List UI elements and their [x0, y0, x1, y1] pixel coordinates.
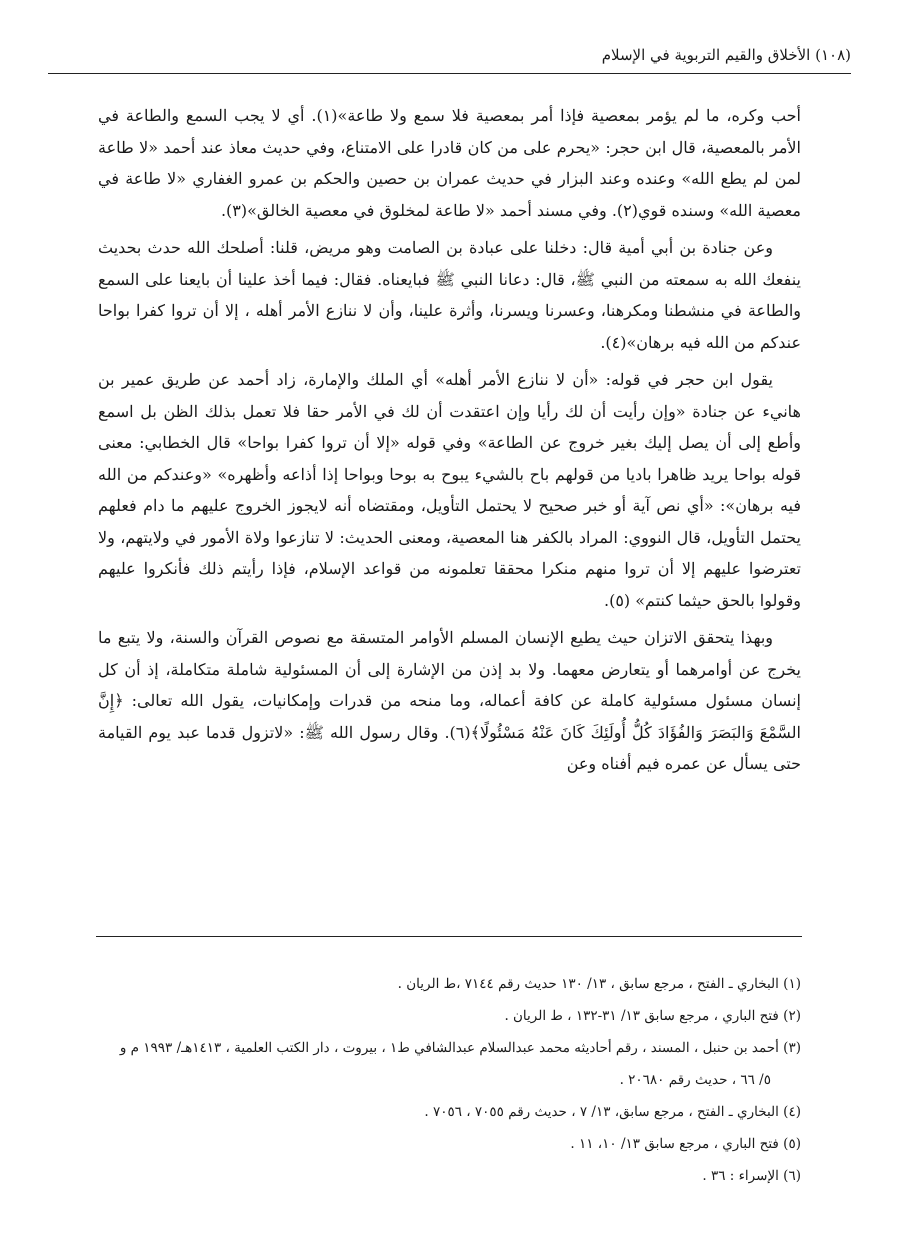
footnote: (٣) أحمد بن حنبل ، المسند ، رقم أحاديثه محمد عبدالسلام عبدالشافي ط١ ، بيروت ، دار الكتب العلمية ، ١٤١٣هـ/ ١٩٩٣ م و	[119, 1040, 801, 1056]
footnote-divider	[96, 936, 802, 937]
footnote: (٤) البخاري ـ الفتح ، مرجع سابق، ١٣/ ٧ ، حديث رقم ٧٠٥٥ ، ٧٠٥٦ .	[424, 1104, 801, 1120]
footnote: (٥) فتح الباري ، مرجع سابق ١٣/ ١٠، ١١ .	[570, 1136, 801, 1152]
paragraph: يقول ابن حجر في قوله: «أن لا ننازع الأمر أهله» أي الملك والإمارة، زاد أحمد عن طريق عمير بن هانيء عن جنادة «وإن رأيت أن لك رأيا وإن اعتقدت أن لك في الأمر حقا فلا تعمل بذلك الظن بل اسمع وأطع إلى أن يصل إليك بغير خروج عن الطاعة» وفي قوله «إلا أن تروا كفرا بواحا» قال الخطابي: معنى قوله بواحا يريد ظاهرا باديا من قولهم باح بالشيء يبوح به بوحا وبواحا إذا أذاعه وأظهره» «وعندكم من الله فيه برهان»: «أي نص آية أو خبر صحيح لا يحتمل التأويل، ومقتضاه أنه لايجوز الخروج عليهم ما دام فعلهم يحتمل التأويل، قال النووي: المراد بالكفر هنا المعصية، ومعنى الحديث: لا تنازعوا ولاة الأمور في ولايتهم، ولا تعترضوا عليهم إلا أن تروا منهم منكرا محققا تعلمونه من قواعد الإسلام، فإذا رأيتم ذلك فأنكروا عليهم وقولوا بالحق حيثما كنتم» (٥).	[98, 370, 801, 610]
paragraph: أحب وكره، ما لم يؤمر بمعصية فإذا أمر بمعصية فلا سمع ولا طاعة»(١). أي لا يجب السمع والطاعة في الأمر بالمعصية، قال ابن حجر: «يحرم على من كان قادرا على الامتناع، وفي حديث معاذ عند أحمد «لا طاعة لمن لم يطع الله» وعنده وعند البزار في حديث عمران بن حصين والحكم بن عمرو الغفاري «لا طاعة في معصية الله» وسنده قوي(٢). وفي مسند أحمد «لا طاعة لمخلوق في معصية الخالق»(٣).	[98, 106, 802, 220]
running-header	[48, 40, 851, 70]
footnote: (٦) الإسراء : ٣٦ .	[702, 1168, 801, 1184]
paragraph: وبهذا يتحقق الاتزان حيث يطيع الإنسان المسلم الأوامر المتسقة مع نصوص القرآن والسنة، ولا يتبع ما يخرج عن أوامرهما أو يتعارض معهما. ولا بد إذن من الإشارة إلى أن المسئولية شاملة متكاملة، إذ أن كل إنسان مسئول مسئولية كاملة عن كافة أعماله، وما منحه من قدرات وإمكانيات، يقول الله تعالى: ﴿إِنَّ السَّمْعَ وَالبَصَرَ وَالفُؤَادَ كُلُّ أُولَئِكَ كَانَ عَنْهُ مَسْئُولًا﴾(٦). وقال رسول الله ﷺ: «لاتزول قدما عبد يوم القيامة حتى يسأل عن عمره فيم أفناه وعن	[98, 628, 802, 773]
header-divider	[48, 73, 851, 74]
footnote: (١) البخاري ـ الفتح ، مرجع سابق ، ١٣/ ١٣٠ حديث رقم ٧١٤٤ ،ط الريان .	[397, 976, 801, 992]
footnote: (٢) فتح الباري ، مرجع سابق ١٣/ ٣١-١٣٢ ، ط الريان .	[504, 1008, 801, 1024]
page-header-title: (١٠٨) الأخلاق والقيم التربوية في الإسلام	[601, 46, 851, 64]
footnote-continuation: ٥/ ٦٦ ، حديث رقم ٢٠٦٨٠ .	[619, 1072, 771, 1088]
main-text	[98, 100, 801, 786]
footnotes	[96, 968, 801, 1192]
paragraph: وعن جنادة بن أبي أمية قال: دخلنا على عبادة بن الصامت وهو مريض، قلنا: أصلحك الله حدث بحديث ينفعك الله به سمعته من النبي ﷺ، قال: دعانا النبي ﷺ فبايعناه. فقال: فيما أخذ علينا أن بايعنا على السمع والطاعة في منشطنا ومكرهنا، وعسرنا ويسرنا، وأثرة علينا، وأن لا ننازع الأمر أهله ، إلا أن تروا كفرا بواحا عندكم من الله فيه برهان»(٤).	[98, 238, 801, 352]
